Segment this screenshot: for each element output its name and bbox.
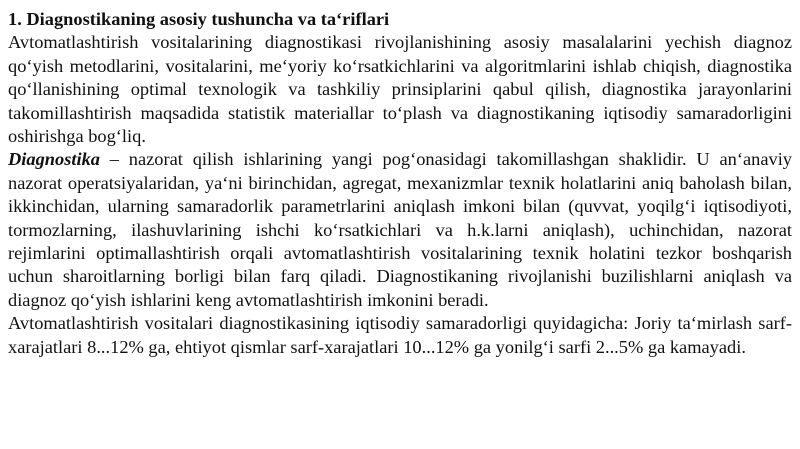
intro-paragraph: Avtomatlashtirish vositalarining diagnostikasi rivojlanishining asosiy masalalarini yechish diagnoz qo‘yish metodlarini, vositalarini, me‘yoriy ko‘rsatkichlarini va algoritmlarini ishlab chiqish, diagnostika qo‘llanishining optimal texnologik va tashkiliy prinsiplarini qabul qilish, diagnostika jarayonlarini takomillashtirish maqsadida statistik materiallar to‘plash va diagnostikaning iqtisodiy samaradorligini oshirishga bog‘liq. [8,32,792,147]
efficiency-paragraph: Avtomatlashtirish vositalari diagnostikasining iqtisodiy samaradorligi quyidagicha: Joriy ta‘mirlash sarf-xarajatlari 8...12% ga, ehtiyot qismlar sarf-xarajatlari 10...12% ga yonilg‘i sarfi 2...5% ga kamayadi. [8,313,792,357]
definition-paragraph [8,148,792,312]
section-heading: 1. Diagnostikaning asosiy tushuncha va ta‘riflari [8,9,390,29]
definition-term: Diagnostika [8,149,100,170]
definition-text: – nazorat qilish ishlarining yangi pog‘onasidagi takomillashgan shaklidir. U an‘anaviy nazorat operatsiyalaridan, ya‘ni birinchidan, agregat, mexanizmlar texnik holatlarini aniq baholash bilan, ikkinchidan, ularning samaradorlik parametrlarini aniqlash imkoni bilan (quvvat, yoqilg‘i iqtisodiyoti, tormozlarning, ilashuvlarining ishchi ko‘rsatkichlari va h.k.larni aniqlash), uchinchidan, nazorat rejimlarini optimallashtirish orqali avtomatlashtirish vositalarining texnik holatini tezkor boshqarish uchun sharoitlarning borligi bilan farq qiladi. Diagnostikaning rivojlanishi buzilishlarni aniqlash va diagnoz qo‘yish ishlarini keng avtomatlashtirish imkonini beradi. [8,149,792,310]
